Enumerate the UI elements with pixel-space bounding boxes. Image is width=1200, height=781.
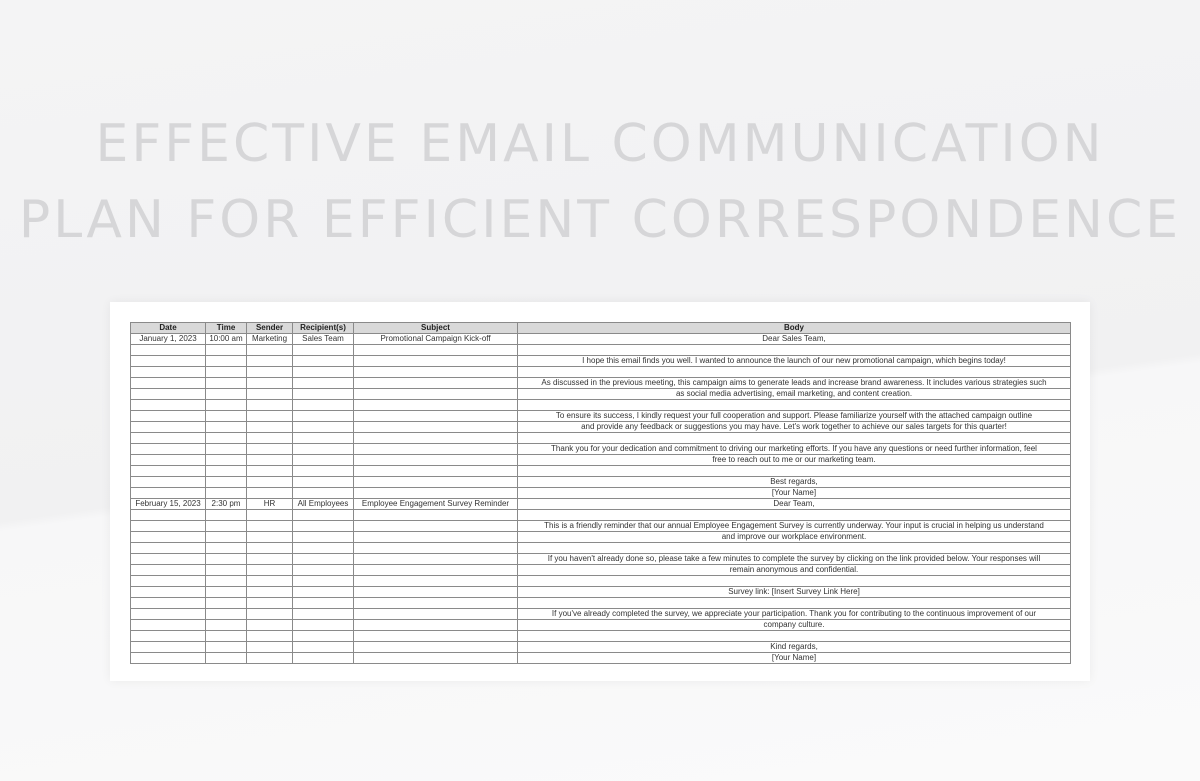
table-row xyxy=(131,400,1071,411)
date-cell[interactable] xyxy=(131,356,206,367)
sender-cell[interactable] xyxy=(247,488,293,499)
date-cell[interactable] xyxy=(131,609,206,620)
time-cell[interactable] xyxy=(206,609,247,620)
recipients-cell[interactable] xyxy=(293,400,354,411)
time-cell[interactable] xyxy=(206,411,247,422)
sender-cell[interactable] xyxy=(247,554,293,565)
time-cell[interactable] xyxy=(206,400,247,411)
subject-cell[interactable] xyxy=(354,554,518,565)
table-row xyxy=(131,444,1071,455)
column-header-recipients[interactable]: Recipient(s) xyxy=(293,323,354,334)
time-cell[interactable] xyxy=(206,422,247,433)
subject-cell[interactable] xyxy=(354,653,518,664)
date-cell[interactable] xyxy=(131,345,206,356)
recipients-cell[interactable] xyxy=(293,554,354,565)
sender-cell[interactable] xyxy=(247,653,293,664)
sender-cell[interactable] xyxy=(247,455,293,466)
table-row xyxy=(131,477,1071,488)
table-row xyxy=(131,378,1071,389)
table-row xyxy=(131,576,1071,587)
table-row xyxy=(131,598,1071,609)
time-cell[interactable] xyxy=(206,433,247,444)
table-row xyxy=(131,411,1071,422)
subject-cell[interactable] xyxy=(354,631,518,642)
spreadsheet-card xyxy=(110,302,1090,681)
table-row xyxy=(131,521,1071,532)
body-cell[interactable]: as social media advertising, email marketing, and content creation. xyxy=(518,389,1071,400)
date-cell[interactable] xyxy=(131,367,206,378)
time-cell[interactable] xyxy=(206,521,247,532)
time-cell[interactable] xyxy=(206,367,247,378)
time-cell[interactable]: 10:00 am xyxy=(206,334,247,345)
subject-cell[interactable] xyxy=(354,521,518,532)
sender-cell[interactable] xyxy=(247,367,293,378)
body-cell[interactable] xyxy=(518,466,1071,477)
sender-cell[interactable] xyxy=(247,565,293,576)
table-row xyxy=(131,367,1071,378)
time-cell[interactable] xyxy=(206,477,247,488)
date-cell[interactable] xyxy=(131,598,206,609)
table-row xyxy=(131,488,1071,499)
body-cell[interactable] xyxy=(518,367,1071,378)
body-cell[interactable]: To ensure its success, I kindly request your full cooperation and support. Please familiarize yourself with the attached campaign outline xyxy=(518,411,1071,422)
time-cell[interactable] xyxy=(206,631,247,642)
recipients-cell[interactable]: All Employees xyxy=(293,499,354,510)
subject-cell[interactable] xyxy=(354,444,518,455)
recipients-cell[interactable] xyxy=(293,345,354,356)
recipients-cell[interactable] xyxy=(293,444,354,455)
subject-cell[interactable] xyxy=(354,411,518,422)
sender-cell[interactable] xyxy=(247,521,293,532)
subject-cell[interactable] xyxy=(354,356,518,367)
table-row xyxy=(131,532,1071,543)
table-row xyxy=(131,389,1071,400)
body-cell[interactable]: Dear Sales Team, xyxy=(518,334,1071,345)
date-cell[interactable] xyxy=(131,642,206,653)
table-row xyxy=(131,631,1071,642)
date-cell[interactable] xyxy=(131,554,206,565)
body-cell[interactable] xyxy=(518,400,1071,411)
table-row xyxy=(131,587,1071,598)
recipients-cell[interactable] xyxy=(293,389,354,400)
sender-cell[interactable] xyxy=(247,543,293,554)
date-cell[interactable] xyxy=(131,378,206,389)
date-cell[interactable]: February 15, 2023 xyxy=(131,499,206,510)
body-cell[interactable]: remain anonymous and confidential. xyxy=(518,565,1071,576)
recipients-cell[interactable] xyxy=(293,532,354,543)
recipients-cell[interactable] xyxy=(293,510,354,521)
page-title-line-2: PLAN FOR EFFICIENT CORRESPONDENCE xyxy=(18,190,1182,250)
subject-cell[interactable] xyxy=(354,532,518,543)
recipients-cell[interactable] xyxy=(293,466,354,477)
column-header-body[interactable]: Body xyxy=(518,323,1071,334)
recipients-cell[interactable] xyxy=(293,411,354,422)
time-cell[interactable] xyxy=(206,554,247,565)
sender-cell[interactable]: HR xyxy=(247,499,293,510)
table-row xyxy=(131,433,1071,444)
date-cell[interactable] xyxy=(131,389,206,400)
date-cell[interactable] xyxy=(131,543,206,554)
body-cell[interactable]: If you've already completed the survey, we appreciate your participation. Thank you for contributing to the continuous improvement of our xyxy=(518,609,1071,620)
sender-cell[interactable] xyxy=(247,345,293,356)
body-cell[interactable]: This is a friendly reminder that our annual Employee Engagement Survey is currently underway. Your input is crucial in helping us understand xyxy=(518,521,1071,532)
recipients-cell[interactable] xyxy=(293,367,354,378)
sender-cell[interactable] xyxy=(247,631,293,642)
recipients-cell[interactable] xyxy=(293,543,354,554)
date-cell[interactable] xyxy=(131,576,206,587)
email-plan-table xyxy=(130,322,1071,664)
recipients-cell[interactable] xyxy=(293,598,354,609)
subject-cell[interactable] xyxy=(354,543,518,554)
table-row xyxy=(131,334,1071,345)
table-row xyxy=(131,653,1071,664)
table-row xyxy=(131,565,1071,576)
body-cell[interactable] xyxy=(518,576,1071,587)
body-cell[interactable]: Best regards, xyxy=(518,477,1071,488)
date-cell[interactable] xyxy=(131,510,206,521)
date-cell[interactable] xyxy=(131,400,206,411)
date-cell[interactable] xyxy=(131,521,206,532)
sender-cell[interactable] xyxy=(247,532,293,543)
date-cell[interactable] xyxy=(131,411,206,422)
subject-cell[interactable] xyxy=(354,455,518,466)
subject-cell[interactable]: Promotional Campaign Kick-off xyxy=(354,334,518,345)
time-cell[interactable] xyxy=(206,389,247,400)
subject-cell[interactable] xyxy=(354,345,518,356)
sender-cell[interactable] xyxy=(247,433,293,444)
recipients-cell[interactable] xyxy=(293,378,354,389)
sender-cell[interactable] xyxy=(247,609,293,620)
subject-cell[interactable] xyxy=(354,587,518,598)
subject-cell[interactable] xyxy=(354,466,518,477)
recipients-cell[interactable] xyxy=(293,620,354,631)
table-row xyxy=(131,554,1071,565)
sender-cell[interactable] xyxy=(247,466,293,477)
subject-cell[interactable] xyxy=(354,576,518,587)
body-cell[interactable]: and improve our workplace environment. xyxy=(518,532,1071,543)
time-cell[interactable] xyxy=(206,488,247,499)
time-cell[interactable] xyxy=(206,345,247,356)
body-cell[interactable]: and provide any feedback or suggestions you may have. Let's work together to achieve our sales targets for this quarter! xyxy=(518,422,1071,433)
subject-cell[interactable] xyxy=(354,620,518,631)
sender-cell[interactable] xyxy=(247,576,293,587)
sender-cell[interactable] xyxy=(247,378,293,389)
sender-cell[interactable] xyxy=(247,642,293,653)
date-cell[interactable] xyxy=(131,466,206,477)
time-cell[interactable] xyxy=(206,532,247,543)
subject-cell[interactable] xyxy=(354,488,518,499)
time-cell[interactable] xyxy=(206,455,247,466)
column-header-time[interactable]: Time xyxy=(206,323,247,334)
recipients-cell[interactable] xyxy=(293,455,354,466)
time-cell[interactable] xyxy=(206,356,247,367)
recipients-cell[interactable] xyxy=(293,653,354,664)
body-cell[interactable] xyxy=(518,345,1071,356)
time-cell[interactable] xyxy=(206,576,247,587)
recipients-cell[interactable] xyxy=(293,433,354,444)
time-cell[interactable] xyxy=(206,620,247,631)
sender-cell[interactable] xyxy=(247,400,293,411)
sender-cell[interactable] xyxy=(247,620,293,631)
table-row xyxy=(131,642,1071,653)
recipients-cell[interactable] xyxy=(293,422,354,433)
table-row xyxy=(131,499,1071,510)
date-cell[interactable] xyxy=(131,653,206,664)
table-row xyxy=(131,422,1071,433)
recipients-cell[interactable] xyxy=(293,521,354,532)
date-cell[interactable] xyxy=(131,587,206,598)
subject-cell[interactable] xyxy=(354,400,518,411)
body-cell[interactable]: I hope this email finds you well. I wanted to announce the launch of our new promotional campaign, which begins today! xyxy=(518,356,1071,367)
date-cell[interactable] xyxy=(131,455,206,466)
sender-cell[interactable] xyxy=(247,411,293,422)
table-row xyxy=(131,455,1071,466)
subject-cell[interactable] xyxy=(354,378,518,389)
body-cell[interactable]: Survey link: [Insert Survey Link Here] xyxy=(518,587,1071,598)
date-cell[interactable]: January 1, 2023 xyxy=(131,334,206,345)
time-cell[interactable] xyxy=(206,598,247,609)
subject-cell[interactable]: Employee Engagement Survey Reminder xyxy=(354,499,518,510)
date-cell[interactable] xyxy=(131,477,206,488)
table-row xyxy=(131,620,1071,631)
date-cell[interactable] xyxy=(131,488,206,499)
body-cell[interactable] xyxy=(518,598,1071,609)
subject-cell[interactable] xyxy=(354,389,518,400)
body-cell[interactable]: If you haven't already done so, please take a few minutes to complete the survey by clicking on the link provided below. Your responses will xyxy=(518,554,1071,565)
recipients-cell[interactable] xyxy=(293,477,354,488)
table-row xyxy=(131,543,1071,554)
column-header-subject[interactable]: Subject xyxy=(354,323,518,334)
subject-cell[interactable] xyxy=(354,433,518,444)
body-cell[interactable]: Kind regards, xyxy=(518,642,1071,653)
date-cell[interactable] xyxy=(131,532,206,543)
sender-cell[interactable] xyxy=(247,510,293,521)
body-cell[interactable]: [Your Name] xyxy=(518,653,1071,664)
recipients-cell[interactable] xyxy=(293,488,354,499)
sender-cell[interactable] xyxy=(247,444,293,455)
recipients-cell[interactable] xyxy=(293,631,354,642)
date-cell[interactable] xyxy=(131,620,206,631)
subject-cell[interactable] xyxy=(354,422,518,433)
column-header-date[interactable]: Date xyxy=(131,323,206,334)
body-cell[interactable]: [Your Name] xyxy=(518,488,1071,499)
body-cell[interactable] xyxy=(518,543,1071,554)
table-row xyxy=(131,466,1071,477)
table-header-row xyxy=(131,323,1071,334)
recipients-cell[interactable] xyxy=(293,587,354,598)
table-row xyxy=(131,345,1071,356)
date-cell[interactable] xyxy=(131,565,206,576)
recipients-cell[interactable] xyxy=(293,356,354,367)
time-cell[interactable] xyxy=(206,466,247,477)
time-cell[interactable] xyxy=(206,444,247,455)
recipients-cell[interactable] xyxy=(293,565,354,576)
time-cell[interactable] xyxy=(206,543,247,554)
table-row xyxy=(131,609,1071,620)
sender-cell[interactable] xyxy=(247,598,293,609)
date-cell[interactable] xyxy=(131,422,206,433)
recipients-cell[interactable] xyxy=(293,576,354,587)
sender-cell[interactable] xyxy=(247,389,293,400)
recipients-cell[interactable] xyxy=(293,642,354,653)
body-cell[interactable]: company culture. xyxy=(518,620,1071,631)
time-cell[interactable] xyxy=(206,653,247,664)
body-cell[interactable] xyxy=(518,510,1071,521)
body-cell[interactable]: Thank you for your dedication and commitment to driving our marketing efforts. If you have any questions or need further information, feel xyxy=(518,444,1071,455)
subject-cell[interactable] xyxy=(354,510,518,521)
table-row xyxy=(131,356,1071,367)
subject-cell[interactable] xyxy=(354,642,518,653)
body-cell[interactable] xyxy=(518,433,1071,444)
sender-cell[interactable] xyxy=(247,422,293,433)
subject-cell[interactable] xyxy=(354,609,518,620)
time-cell[interactable]: 2:30 pm xyxy=(206,499,247,510)
time-cell[interactable] xyxy=(206,565,247,576)
date-cell[interactable] xyxy=(131,631,206,642)
sender-cell[interactable]: Marketing xyxy=(247,334,293,345)
page-title-line-1: EFFECTIVE EMAIL COMMUNICATION xyxy=(95,114,1105,174)
recipients-cell[interactable] xyxy=(293,609,354,620)
date-cell[interactable] xyxy=(131,444,206,455)
subject-cell[interactable] xyxy=(354,565,518,576)
body-cell[interactable]: free to reach out to me or our marketing team. xyxy=(518,455,1071,466)
subject-cell[interactable] xyxy=(354,477,518,488)
sender-cell[interactable] xyxy=(247,356,293,367)
table-body xyxy=(131,334,1071,664)
time-cell[interactable] xyxy=(206,510,247,521)
time-cell[interactable] xyxy=(206,642,247,653)
table-row xyxy=(131,510,1071,521)
subject-cell[interactable] xyxy=(354,367,518,378)
time-cell[interactable] xyxy=(206,378,247,389)
date-cell[interactable] xyxy=(131,433,206,444)
body-cell[interactable]: Dear Team, xyxy=(518,499,1071,510)
subject-cell[interactable] xyxy=(354,598,518,609)
body-cell[interactable]: As discussed in the previous meeting, this campaign aims to generate leads and increase brand awareness. It includes various strategies such xyxy=(518,378,1071,389)
time-cell[interactable] xyxy=(206,587,247,598)
column-header-sender[interactable]: Sender xyxy=(247,323,293,334)
sender-cell[interactable] xyxy=(247,587,293,598)
recipients-cell[interactable]: Sales Team xyxy=(293,334,354,345)
body-cell[interactable] xyxy=(518,631,1071,642)
sender-cell[interactable] xyxy=(247,477,293,488)
